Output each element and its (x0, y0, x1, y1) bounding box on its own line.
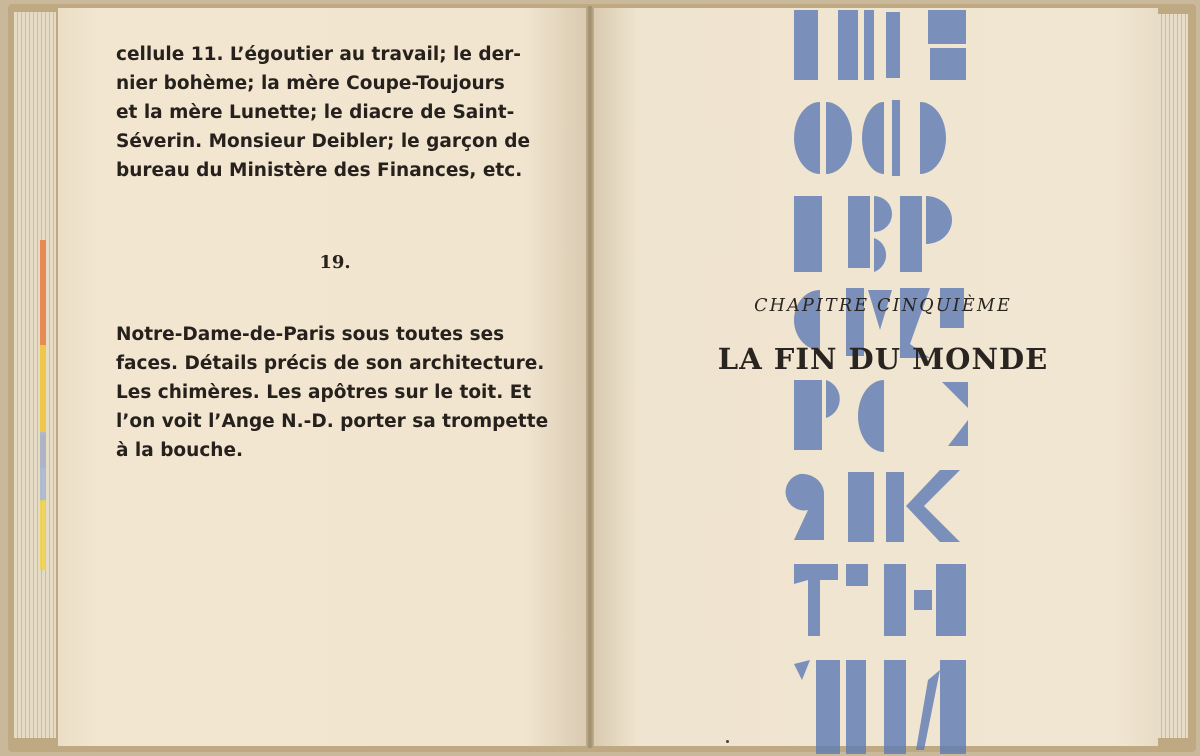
paragraph-top (116, 40, 552, 185)
text-line: à la bouche. (116, 440, 244, 461)
right-page-edges (1158, 14, 1188, 738)
text-line: Notre-Dame-de-Paris sous toutes ses (116, 324, 505, 345)
text-line: cellule 11. L’égoutier au travail; le der- (116, 44, 521, 65)
text-line: l’on voit l’Ange N.-D. porter sa trompette (116, 411, 549, 432)
chapter-title: LA FIN DU MONDE (717, 342, 1049, 376)
book-gutter (586, 6, 594, 748)
text-line: bureau du Ministère des Finances, etc. (116, 160, 523, 181)
paragraph-bottom (116, 320, 552, 465)
text-line: et la mère Lunette; le diacre de Saint- (116, 102, 515, 123)
yellow-page-tab (40, 345, 46, 435)
chapter-label: CHAPITRE CINQUIÈME (754, 296, 1012, 316)
blue-page-tab (40, 432, 46, 502)
text-line: Séverin. Monsieur Deibler; le garçon de (116, 131, 531, 152)
stencil-letter-illustration (780, 0, 980, 756)
left-page-edges (14, 12, 56, 738)
text-line: Les chimères. Les apôtres sur le toit. Et (116, 382, 532, 403)
text-line: faces. Détails précis de son architecture. (116, 353, 545, 374)
section-number: 19. (319, 252, 351, 273)
text-line: nier bohème; la mère Coupe-Toujours (116, 73, 505, 94)
page-speck (726, 740, 729, 743)
yellow-page-tab-lower (40, 500, 46, 570)
